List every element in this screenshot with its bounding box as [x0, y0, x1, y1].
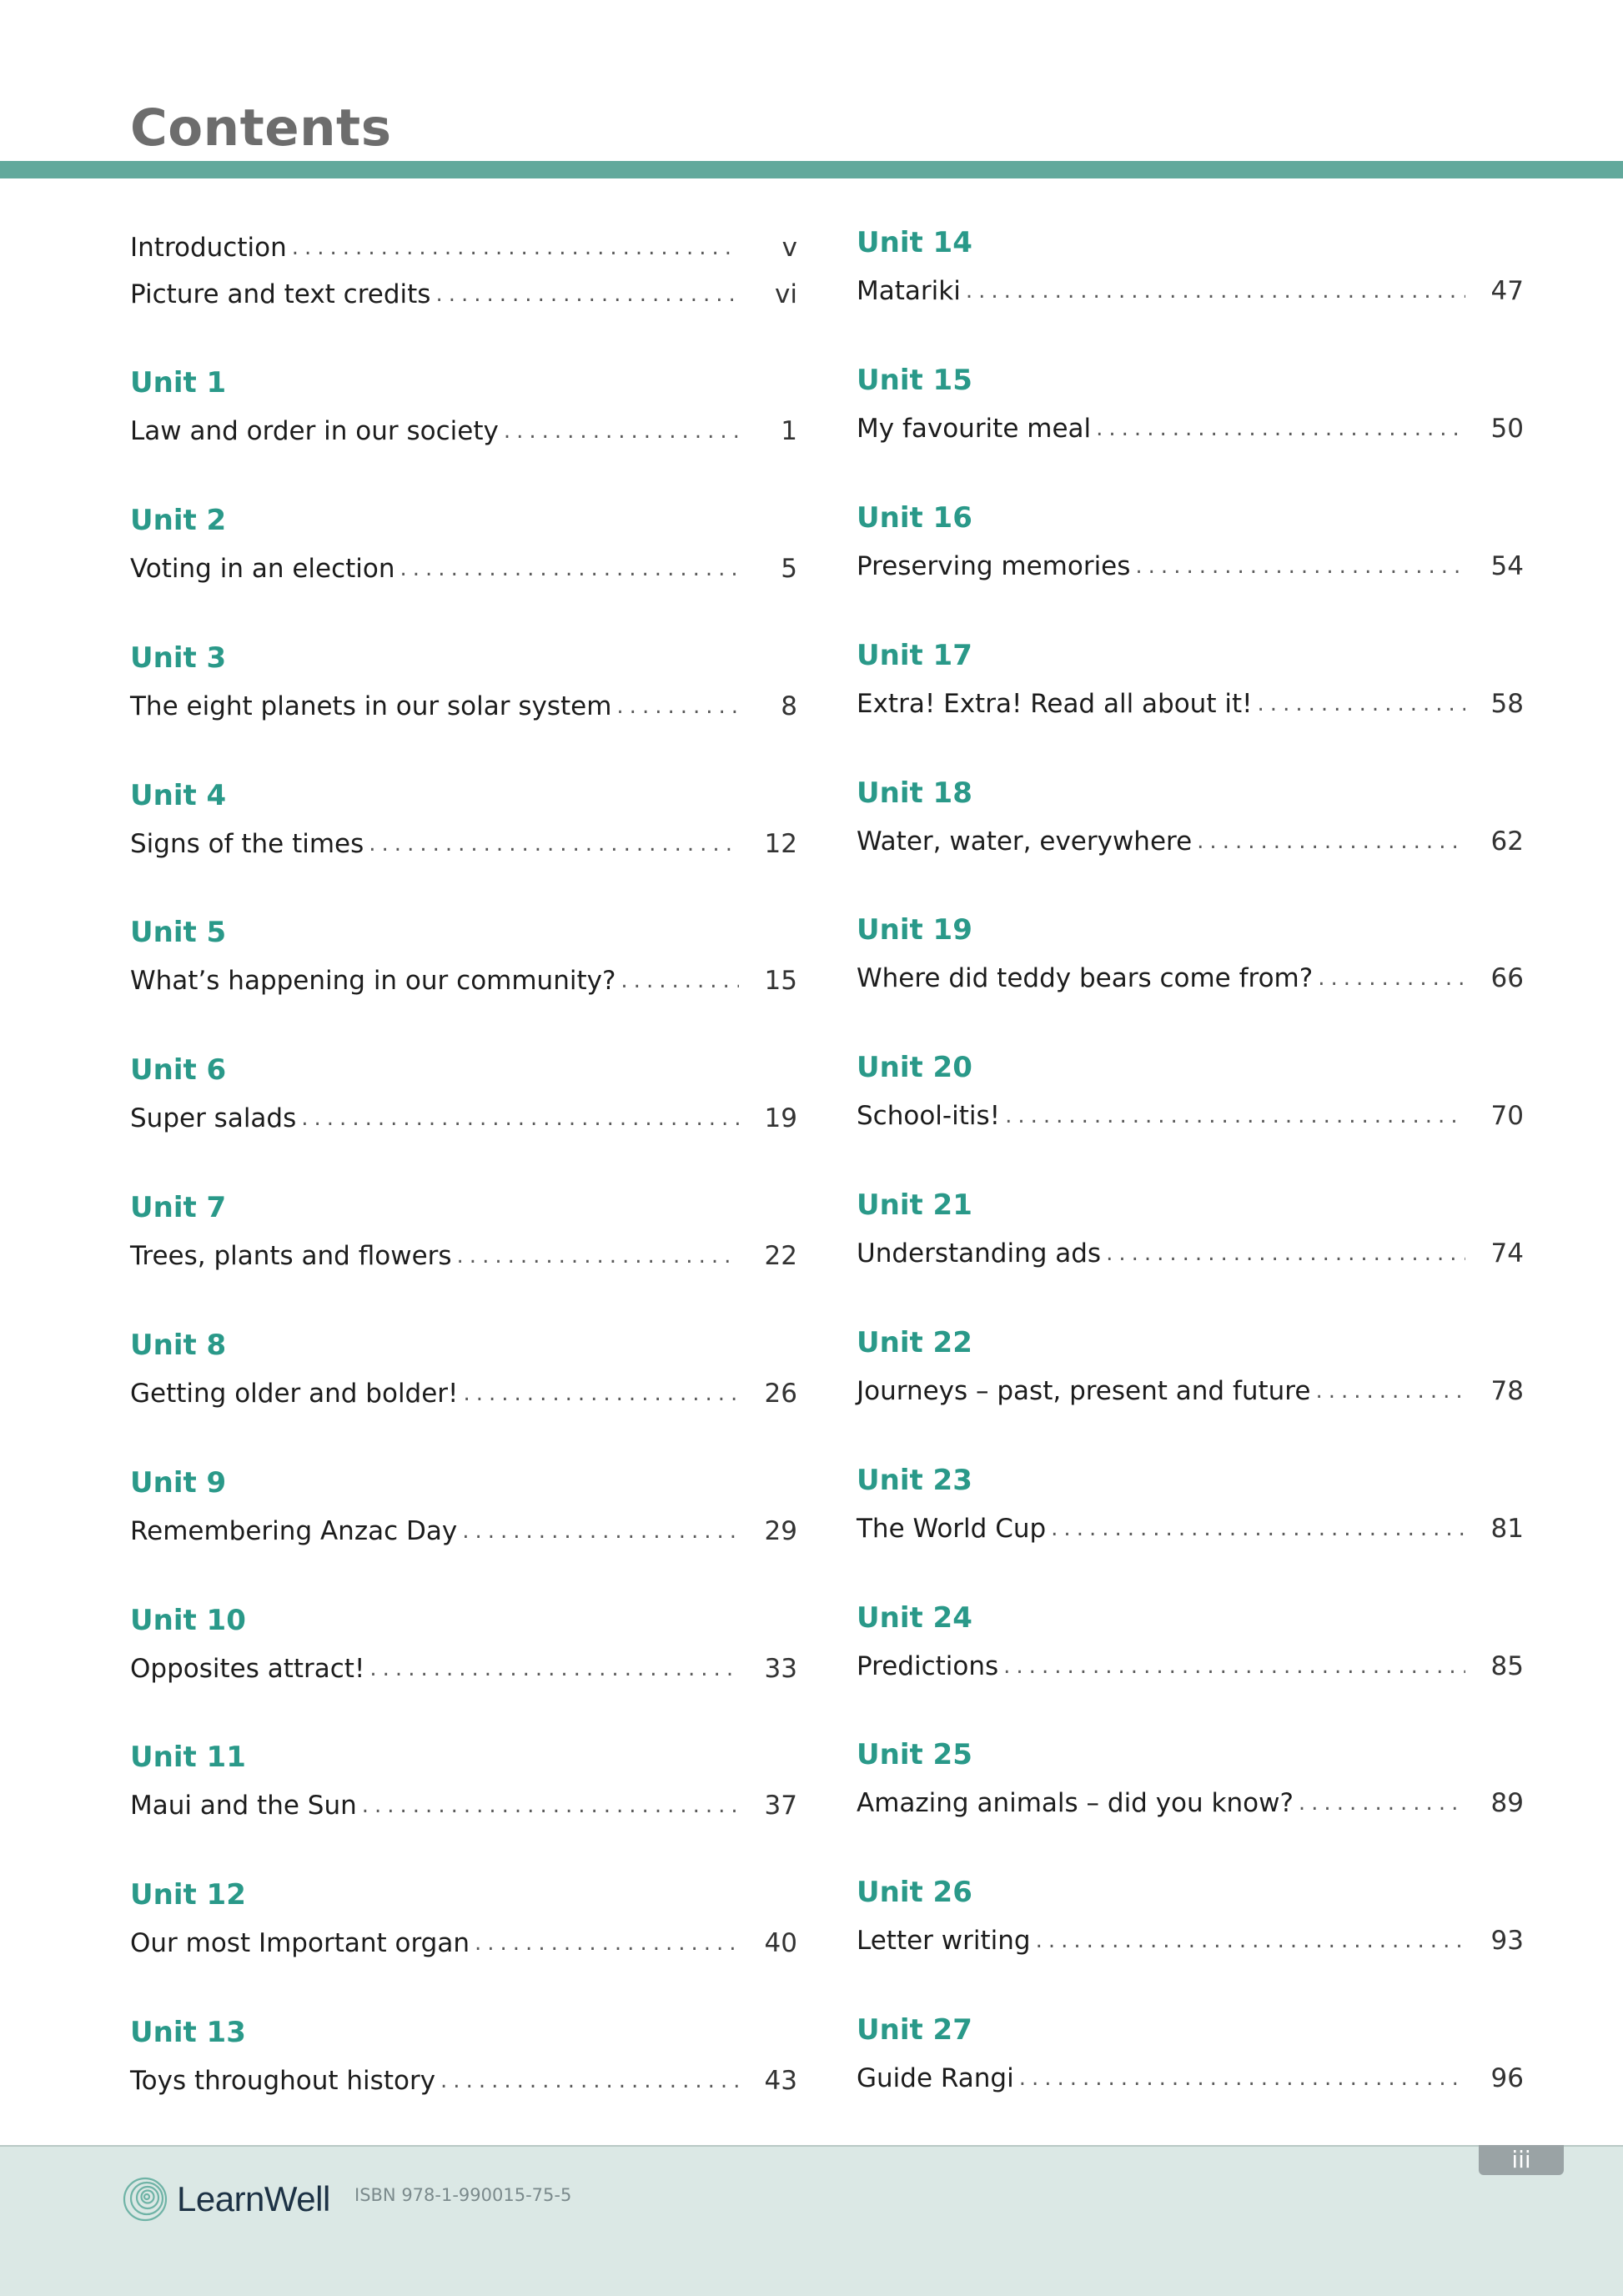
- unit-heading: Unit 3: [130, 641, 227, 675]
- entry-title: Matariki: [857, 276, 961, 306]
- toc-entry[interactable]: [130, 548, 797, 590]
- entry-title: Understanding ads: [857, 1238, 1102, 1269]
- entry-title: The eight planets in our solar system: [130, 691, 612, 721]
- isbn-text: ISBN 978-1-990015-75-5: [354, 2185, 572, 2205]
- unit-heading: Unit 14: [857, 226, 972, 259]
- page-number: 93: [1490, 1926, 1524, 1956]
- toc-entry[interactable]: [857, 408, 1524, 450]
- unit-heading: Unit 13: [130, 2016, 246, 2049]
- dot-leader: [440, 2068, 739, 2093]
- entry-title: Law and order in our society: [130, 416, 499, 446]
- page-number: 70: [1490, 1101, 1524, 1131]
- page-number: 15: [764, 966, 797, 996]
- unit-heading: Unit 20: [857, 1051, 972, 1084]
- page-number: 47: [1490, 276, 1524, 306]
- toc-entry[interactable]: [857, 1645, 1524, 1687]
- entry-title: Our most Important organ: [130, 1928, 470, 1958]
- unit-heading: Unit 17: [857, 639, 972, 672]
- toc-entry[interactable]: [857, 1508, 1524, 1550]
- page-number: 74: [1490, 1238, 1524, 1269]
- page-number: 8: [781, 691, 797, 721]
- toc-entry[interactable]: [130, 686, 797, 727]
- toc-entry[interactable]: [130, 2060, 797, 2102]
- dot-leader: [1051, 1516, 1465, 1541]
- entry-title: Guide Rangi: [857, 2063, 1014, 2093]
- page-number: 54: [1490, 551, 1524, 581]
- page-number: 37: [764, 1791, 797, 1821]
- unit-heading: Unit 15: [857, 364, 972, 397]
- entry-title: Water, water, everywhere: [857, 826, 1193, 857]
- page-number: 85: [1490, 1651, 1524, 1681]
- toc-entry[interactable]: [130, 1098, 797, 1139]
- dot-leader: [362, 1793, 739, 1818]
- entry-title: Preserving memories: [857, 551, 1131, 581]
- dot-leader: [1318, 966, 1465, 991]
- dot-leader: [1197, 829, 1465, 854]
- toc-entry[interactable]: [857, 1920, 1524, 1962]
- entry-title: Predictions: [857, 1651, 999, 1681]
- entry-title: Voting in an election: [130, 554, 395, 584]
- page-number: 66: [1490, 963, 1524, 993]
- entry-title: Extra! Extra! Read all about it!: [857, 689, 1253, 719]
- spiral-icon: [122, 2176, 168, 2223]
- unit-heading: Unit 25: [857, 1738, 972, 1771]
- unit-heading: Unit 8: [130, 1329, 227, 1362]
- dot-leader: [616, 694, 739, 719]
- toc-entry[interactable]: [857, 1370, 1524, 1412]
- unit-heading: Unit 24: [857, 1601, 972, 1635]
- entry-title: The World Cup: [857, 1514, 1047, 1544]
- dot-leader: [1036, 1928, 1465, 1953]
- toc-entry[interactable]: [130, 823, 797, 865]
- page-number: 43: [764, 2066, 797, 2096]
- dot-leader: [457, 1243, 739, 1269]
- unit-heading: Unit 26: [857, 1876, 972, 1909]
- dot-leader: [1003, 1654, 1465, 1679]
- dot-leader: [966, 279, 1465, 304]
- toc-entry[interactable]: [857, 1782, 1524, 1824]
- page-number: 58: [1490, 689, 1524, 719]
- toc-entry[interactable]: [857, 1095, 1524, 1137]
- dot-leader: [1299, 1791, 1465, 1816]
- publisher-logo: [122, 2173, 330, 2225]
- page-number: 19: [764, 1103, 797, 1133]
- unit-heading: Unit 11: [130, 1741, 246, 1774]
- dot-leader: [1315, 1379, 1465, 1404]
- entry-title: Remembering Anzac Day: [130, 1516, 458, 1546]
- entry-title: Opposites attract!: [130, 1654, 365, 1684]
- dot-leader: [435, 282, 739, 307]
- entry-title: Trees, plants and flowers: [130, 1241, 452, 1271]
- entry-title: Journeys – past, present and future: [857, 1376, 1311, 1406]
- page-number: 12: [764, 829, 797, 859]
- entry-title: Amazing animals – did you know?: [857, 1788, 1294, 1818]
- page-number: vi: [775, 279, 797, 309]
- toc-entry[interactable]: [857, 683, 1524, 725]
- toc-entry[interactable]: [130, 1235, 797, 1277]
- toc-entry[interactable]: [130, 1510, 797, 1552]
- page-number: 81: [1490, 1514, 1524, 1544]
- unit-heading: Unit 22: [857, 1326, 972, 1359]
- page-number: 33: [764, 1654, 797, 1684]
- toc-entry[interactable]: [857, 821, 1524, 862]
- unit-heading: Unit 12: [130, 1878, 246, 1912]
- toc-entry[interactable]: [857, 270, 1524, 312]
- entry-title: Super salads: [130, 1103, 297, 1133]
- entry-title: Letter writing: [857, 1926, 1031, 1956]
- page-number-tab: iii: [1479, 2145, 1564, 2175]
- dot-leader: [463, 1381, 739, 1406]
- header-rule: [0, 161, 1623, 178]
- unit-heading: Unit 27: [857, 2013, 972, 2047]
- unit-heading: Unit 23: [857, 1464, 972, 1497]
- entry-title: Maui and the Sun: [130, 1791, 357, 1821]
- entry-title: Signs of the times: [130, 829, 364, 859]
- toc-entry[interactable]: [130, 960, 797, 1002]
- dot-leader: [292, 235, 739, 260]
- toc-entry-introduction[interactable]: [130, 227, 797, 269]
- unit-heading: Unit 6: [130, 1053, 227, 1087]
- dot-leader: [504, 419, 739, 444]
- toc-entry[interactable]: [130, 1922, 797, 1964]
- toc-entry[interactable]: [857, 545, 1524, 587]
- dot-leader: [462, 1519, 739, 1544]
- entry-title: School-itis!: [857, 1101, 1001, 1131]
- page-number: 89: [1490, 1788, 1524, 1818]
- page-number: 96: [1490, 2063, 1524, 2093]
- dot-leader: [369, 1656, 739, 1681]
- dot-leader: [400, 556, 739, 581]
- logo-wordmark: LearnWell: [177, 2179, 330, 2218]
- page-number: 40: [764, 1928, 797, 1958]
- page-number: 1: [781, 416, 797, 446]
- unit-heading: Unit 21: [857, 1188, 972, 1222]
- dot-leader: [621, 968, 739, 993]
- dot-leader: [1019, 2066, 1465, 2091]
- entry-title: Introduction: [130, 233, 287, 263]
- unit-heading: Unit 9: [130, 1466, 227, 1500]
- toc-entry[interactable]: [130, 1373, 797, 1414]
- dot-leader: [475, 1931, 739, 1956]
- unit-heading: Unit 2: [130, 504, 227, 537]
- entry-title: My favourite meal: [857, 414, 1092, 444]
- page-number: 22: [764, 1241, 797, 1271]
- unit-heading: Unit 18: [857, 776, 972, 810]
- entry-title: What’s happening in our community?: [130, 966, 616, 996]
- unit-heading: Unit 10: [130, 1604, 246, 1637]
- dot-leader: [1106, 1241, 1465, 1266]
- unit-heading: Unit 4: [130, 779, 227, 812]
- toc-entry[interactable]: [130, 1785, 797, 1826]
- unit-heading: Unit 19: [857, 913, 972, 947]
- page-number: v: [781, 233, 797, 263]
- entry-title: Toys throughout history: [130, 2066, 436, 2096]
- page-number: 29: [764, 1516, 797, 1546]
- unit-heading: Unit 5: [130, 916, 227, 949]
- toc-entry[interactable]: [130, 1648, 797, 1690]
- dot-leader: [1258, 691, 1465, 716]
- page-number: 50: [1490, 414, 1524, 444]
- toc-entry-credits[interactable]: [130, 274, 797, 315]
- entry-title: Where did teddy bears come from?: [857, 963, 1314, 993]
- dot-leader: [301, 1106, 739, 1131]
- toc-entry[interactable]: [857, 1233, 1524, 1274]
- entry-title: Getting older and bolder!: [130, 1379, 459, 1409]
- toc-entry[interactable]: [857, 2057, 1524, 2099]
- dot-leader: [369, 831, 739, 857]
- page-number: 26: [764, 1379, 797, 1409]
- dot-leader: [1096, 416, 1465, 441]
- dot-leader: [1135, 554, 1465, 579]
- toc-entry[interactable]: [857, 957, 1524, 999]
- page-title: Contents: [130, 98, 392, 158]
- unit-heading: Unit 7: [130, 1191, 227, 1224]
- unit-heading: Unit 1: [130, 366, 227, 399]
- entry-title: Picture and text credits: [130, 279, 431, 309]
- page-number: 78: [1490, 1376, 1524, 1406]
- toc-entry[interactable]: [130, 410, 797, 452]
- page-number: 5: [781, 554, 797, 584]
- unit-heading: Unit 16: [857, 501, 972, 535]
- page-number: 62: [1490, 826, 1524, 857]
- dot-leader: [1005, 1103, 1465, 1128]
